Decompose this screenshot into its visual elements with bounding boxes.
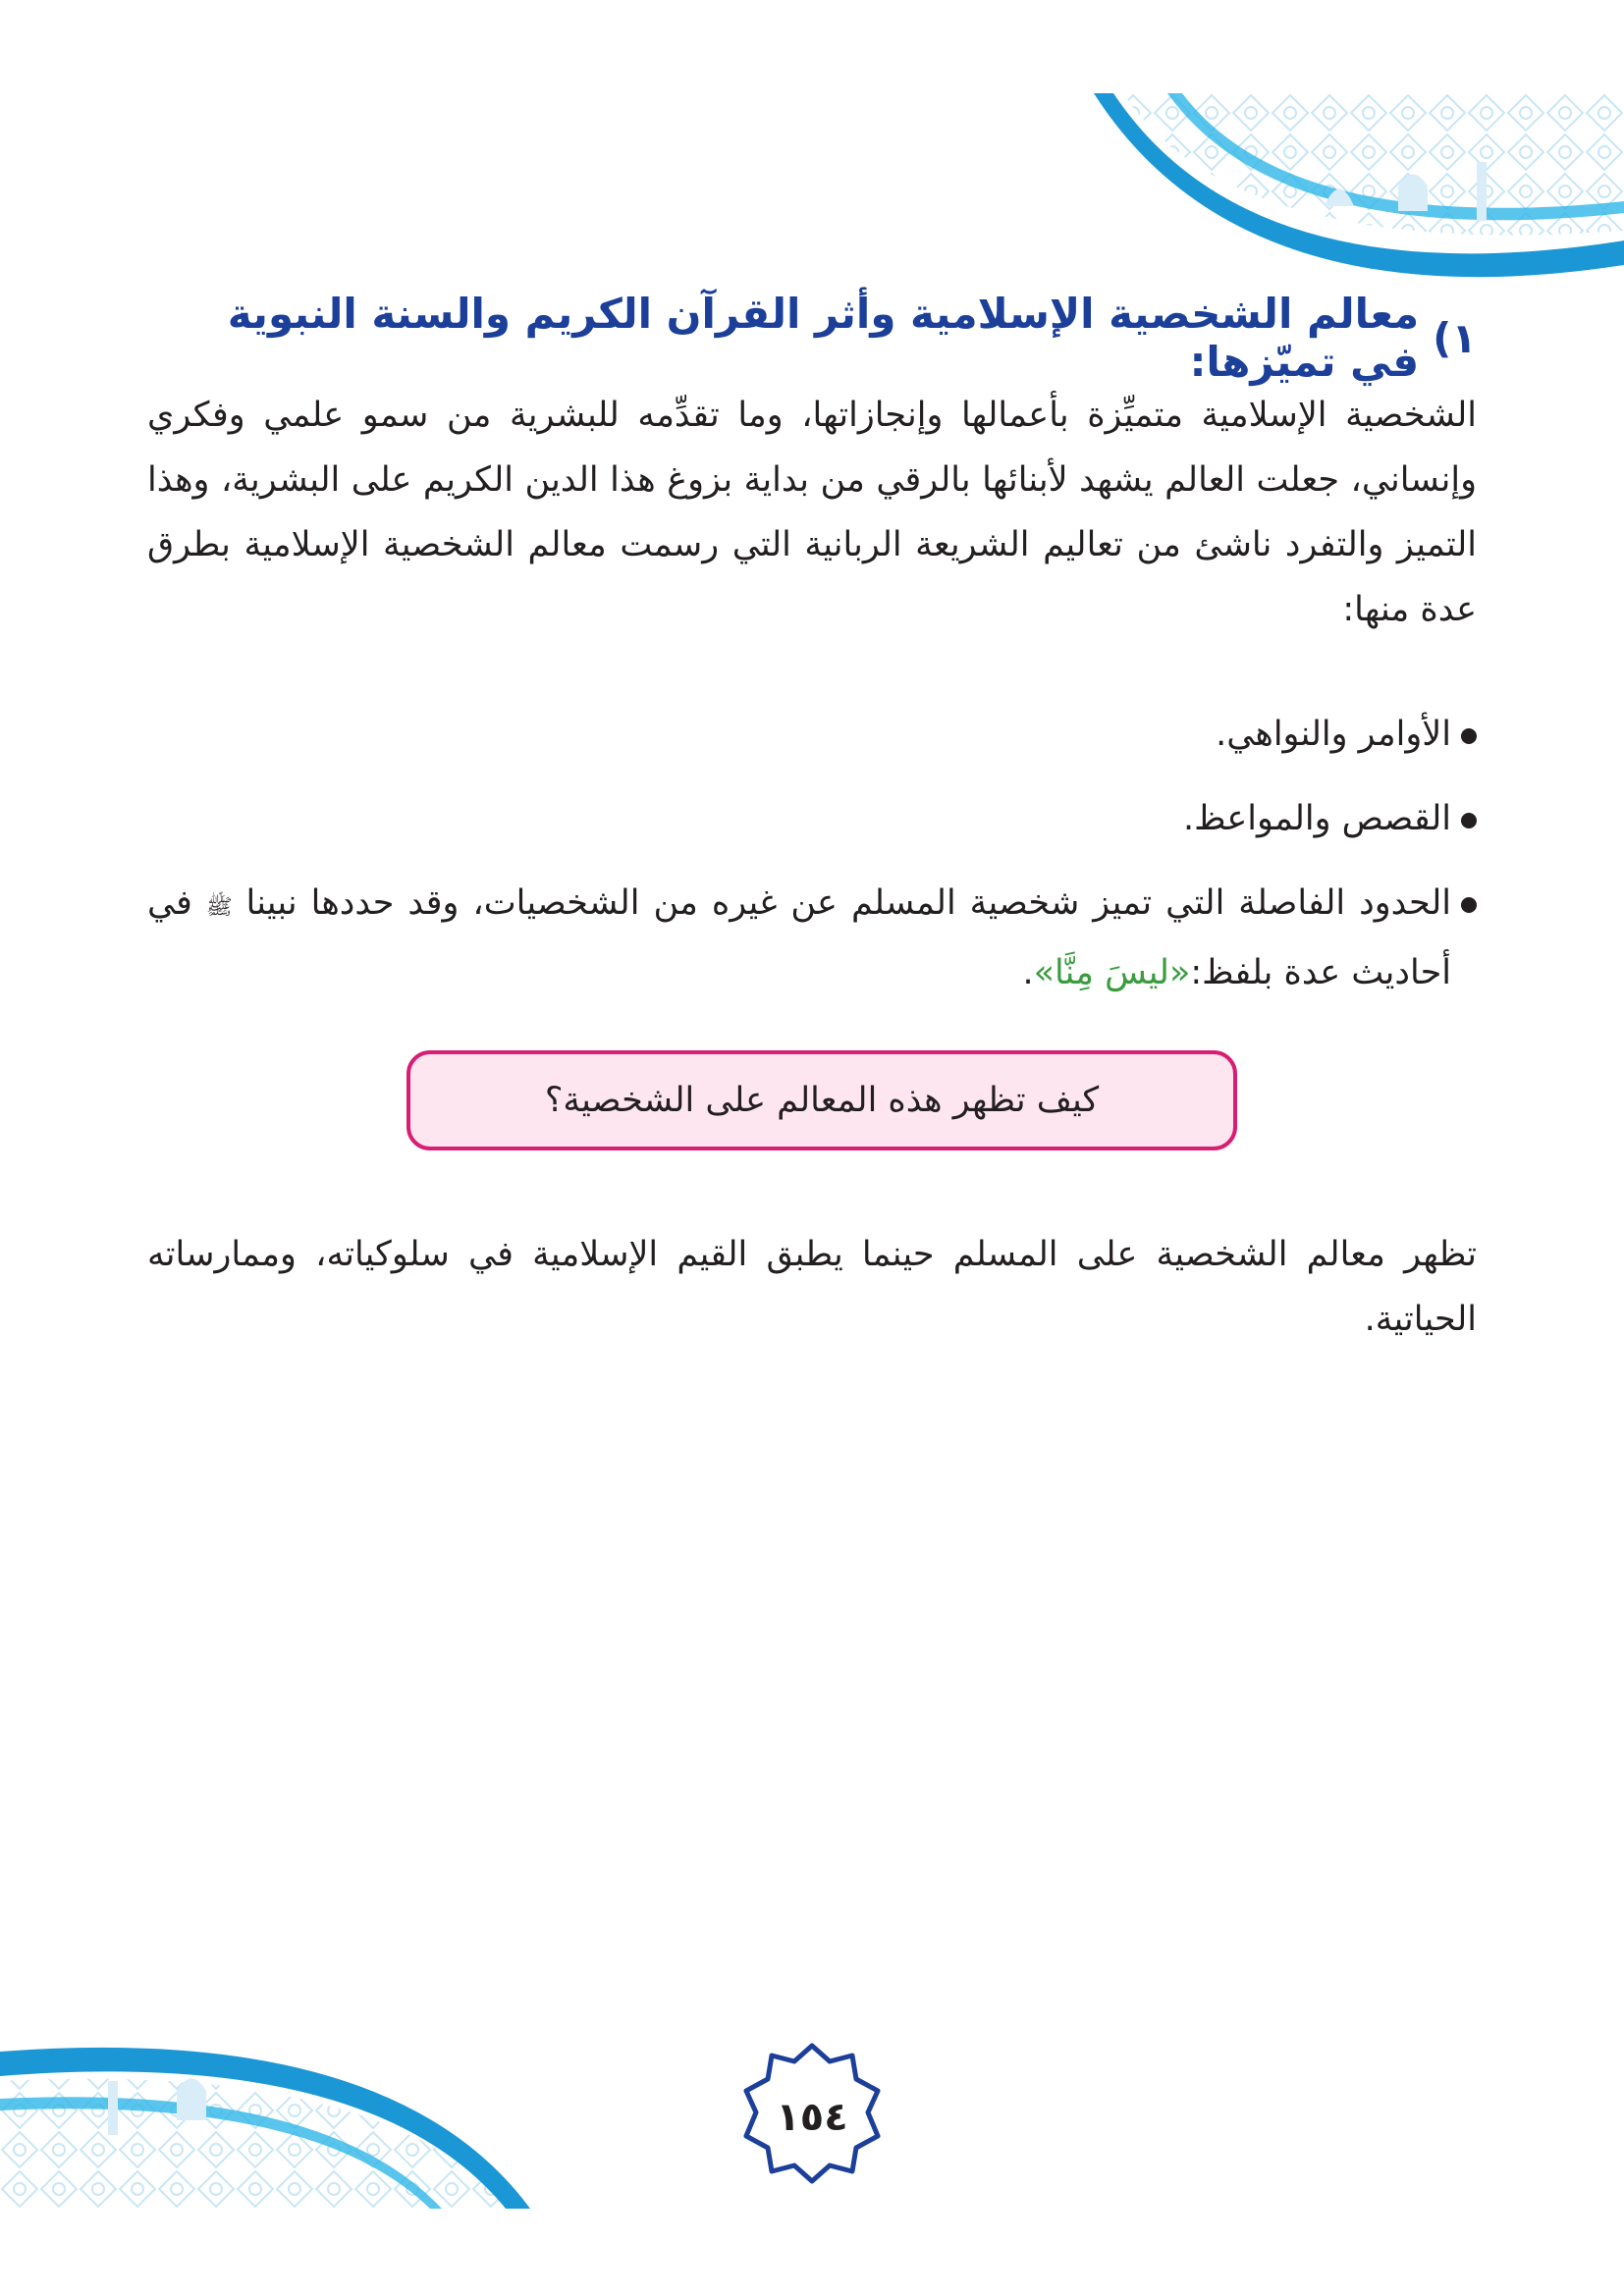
page-number-badge	[738, 2042, 886, 2189]
hadith-quote: «ليسَ مِنَّا»	[1033, 953, 1191, 992]
bullet-text: الأوامر والنواهي.	[1216, 715, 1451, 754]
list-item	[147, 702, 1477, 767]
section-heading	[147, 290, 1477, 386]
list-item	[147, 786, 1477, 851]
bullet-text-main: الحدود الفاصلة التي تميز شخصية المسلم عن غيره من الشخصيات، وقد حددها نبينا	[245, 883, 1451, 923]
answer-paragraph: تظهر معالم الشخصية على المسلم حينما يطبق القيم الإسلامية في سلوكياته، وممارساته الحياتية.	[147, 1235, 1477, 1339]
question-text: كيف تظهر هذه المعالم على الشخصية؟	[544, 1081, 1100, 1120]
pbuh-symbol: ﷺ	[205, 895, 233, 920]
bullet-text-mid: في أحاديث عدة بلفظ:	[147, 883, 1451, 992]
section-title: معالم الشخصية الإسلامية وأثر القرآن الكريم والسنة النبوية في تميّزها:	[227, 290, 1420, 386]
decorative-corner-bottom	[0, 2012, 550, 2209]
bullet-list	[147, 702, 1477, 1025]
section-number: ١)	[1433, 313, 1477, 362]
bullet-icon	[1461, 728, 1477, 744]
page-number: ١٥٤	[776, 2095, 848, 2140]
bullet-text-end: .	[1022, 953, 1034, 992]
bullet-icon	[1461, 897, 1477, 913]
bullet-text: القصص والمواعظ.	[1182, 799, 1451, 838]
bullet-icon	[1461, 813, 1477, 828]
question-box	[406, 1050, 1237, 1150]
intro-paragraph: الشخصية الإسلامية متميِّزة بأعمالها وإنجازاتها، وما تقدِّمه للبشرية من سمو علمي وفكري وإنساني، جعلت العالم يشهد لأبنائها بالرقي من بداية بزوغ هذا الدين الكريم على البشرية، وهذا التميز والتفرد ناشئ من تعاليم الشريعة الربانية التي رسمت معالم الشخصية الإسلامية بطرق عدة منها:	[147, 396, 1477, 629]
decorative-corner-top	[1074, 93, 1624, 290]
list-item	[147, 871, 1477, 1005]
bullet-text	[147, 871, 1451, 1005]
